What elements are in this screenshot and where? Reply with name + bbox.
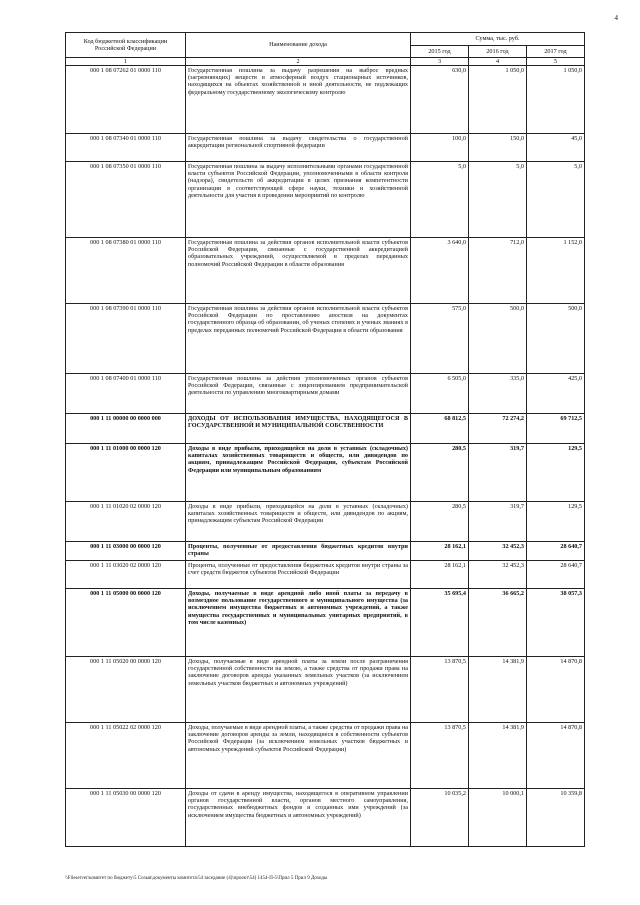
table-row xyxy=(66,561,585,589)
row-code: 000 1 08 07340 01 0000 110 xyxy=(66,134,186,162)
row-value-2017: 45,0 xyxy=(527,134,585,162)
row-name: Доходы, получаемые в виде арендной платы, а также средства от продажи права на заключение договоров аренды за земли, находящиеся в собственности субъектов Российской Федерации (за исключением земельных участков бюджетных и автономных учреждений субъектов Российской Федерации) xyxy=(186,723,411,789)
row-value-2016: 32 452,3 xyxy=(469,561,527,589)
row-value-2017: 28 640,7 xyxy=(527,542,585,561)
row-value-2015: 100,0 xyxy=(411,134,469,162)
table-row xyxy=(66,657,585,723)
row-value-2016: 319,7 xyxy=(469,444,527,502)
header-code: Код бюджетной классификации Российской Федерации xyxy=(66,33,186,58)
row-value-2015: 28 162,1 xyxy=(411,542,469,561)
index-cell: 2 xyxy=(186,58,411,66)
row-name: Государственная пошлина за действия уполномоченных органов субъектов Российской Федерации, связанные с лицензированием предпринимательской деятельности по управлению многоквартирными домами xyxy=(186,374,411,414)
row-value-2015: 13 870,5 xyxy=(411,723,469,789)
table-row xyxy=(66,723,585,789)
row-value-2017: 14 870,8 xyxy=(527,723,585,789)
row-value-2016: 335,0 xyxy=(469,374,527,414)
row-code: 000 1 08 07262 01 0000 110 xyxy=(66,66,186,134)
header-sum: Сумма, тыс. руб. xyxy=(411,33,585,46)
table-row xyxy=(66,66,585,134)
row-value-2015: 6 505,0 xyxy=(411,374,469,414)
row-code: 000 1 08 07380 01 0000 110 xyxy=(66,238,186,304)
row-name: Доходы, получаемые в виде арендной платы за земли после разграничения государственной собственности на землю, а также средства от продажи права на заключение договоров аренды указанных земельных участков (за исключением земельных участков бюджетных и автономных учреждений) xyxy=(186,657,411,723)
row-value-2015: 68 812,5 xyxy=(411,414,469,444)
row-name: Государственная пошлина за выдачу разрешения на выброс вредных (загрязняющих) веществ в атмосферный воздух стационарных источников, находящихся на объектах хозяйственной и иной деятельности, не подлежащих федеральному государственному экологическому контролю xyxy=(186,66,411,134)
header-row-1 xyxy=(66,33,585,46)
row-value-2016: 72 274,2 xyxy=(469,414,527,444)
page-number: 4 xyxy=(614,14,618,22)
row-value-2016: 500,0 xyxy=(469,304,527,374)
row-value-2015: 5,0 xyxy=(411,162,469,238)
footer-file-path: \\Fileserver\комитет по бюджету\5 Созыв\документы комитета\54 заседание (4)\проект\54) 1454-П-5\Прил 5 Прил 9 Доходы xyxy=(65,876,328,881)
table-row xyxy=(66,444,585,502)
row-value-2015: 575,0 xyxy=(411,304,469,374)
row-code: 000 1 11 00000 00 0000 000 xyxy=(66,414,186,444)
header-year-2015: 2015 год xyxy=(411,45,469,58)
row-code: 000 1 08 07400 01 0000 110 xyxy=(66,374,186,414)
row-value-2017: 14 870,8 xyxy=(527,657,585,723)
table-row xyxy=(66,502,585,542)
row-code: 000 1 11 01020 02 0000 120 xyxy=(66,502,186,542)
row-name: Государственная пошлина за выдачу свидетельства о государственной аккредитации региональной спортивной федерации xyxy=(186,134,411,162)
row-name: Доходы в виде прибыли, приходящейся на доли в уставных (складочных) капиталах хозяйственных товариществ и обществ, или дивидендов по акциям, принадлежащим субъектам Российской Федерации xyxy=(186,502,411,542)
row-name: Доходы от сдачи в аренду имущества, находящегося в оперативном управлении органов государственной власти, органов местного самоуправления, государственных внебюджетных фондов и созданных ими учреждений (за исключением имущества бюджетных и автономных учреждений) xyxy=(186,789,411,847)
index-cell: 5 xyxy=(527,58,585,66)
row-code: 000 1 11 03000 00 0000 120 xyxy=(66,542,186,561)
table-row xyxy=(66,238,585,304)
row-value-2017: 425,0 xyxy=(527,374,585,414)
header-name: Наименование дохода xyxy=(186,33,411,58)
index-cell: 3 xyxy=(411,58,469,66)
row-value-2016: 36 665,2 xyxy=(469,589,527,657)
row-value-2017: 1 050,0 xyxy=(527,66,585,134)
row-value-2017: 5,0 xyxy=(527,162,585,238)
row-value-2015: 13 870,5 xyxy=(411,657,469,723)
row-value-2017: 38 057,3 xyxy=(527,589,585,657)
row-code: 000 1 08 07390 01 0000 110 xyxy=(66,304,186,374)
row-value-2016: 14 381,9 xyxy=(469,723,527,789)
row-code: 000 1 11 05000 00 0000 120 xyxy=(66,589,186,657)
row-name: Проценты, полученные от предоставления бюджетных кредитов внутри страны xyxy=(186,542,411,561)
row-value-2015: 630,0 xyxy=(411,66,469,134)
row-value-2017: 10 359,8 xyxy=(527,789,585,847)
row-code: 000 1 11 05022 02 0000 120 xyxy=(66,723,186,789)
header-year-2016: 2016 год xyxy=(469,45,527,58)
row-value-2015: 3 640,0 xyxy=(411,238,469,304)
index-row xyxy=(66,58,585,66)
table-row xyxy=(66,542,585,561)
row-code: 000 1 11 05030 00 0000 120 xyxy=(66,789,186,847)
row-value-2016: 32 452,3 xyxy=(469,542,527,561)
table-row xyxy=(66,589,585,657)
header-year-2017: 2017 год xyxy=(527,45,585,58)
row-value-2016: 1 050,0 xyxy=(469,66,527,134)
row-value-2015: 10 035,2 xyxy=(411,789,469,847)
row-value-2015: 280,5 xyxy=(411,444,469,502)
row-value-2017: 129,5 xyxy=(527,444,585,502)
row-name: ДОХОДЫ ОТ ИСПОЛЬЗОВАНИЯ ИМУЩЕСТВА, НАХОДЯЩЕГОСЯ В ГОСУДАРСТВЕННОЙ И МУНИЦИПАЛЬНОЙ СОБСТВЕННОСТИ xyxy=(186,414,411,444)
row-value-2017: 28 640,7 xyxy=(527,561,585,589)
table-row xyxy=(66,134,585,162)
table-row xyxy=(66,162,585,238)
row-name: Доходы в виде прибыли, приходящейся на доли в уставных (складочных) капиталах хозяйственных товариществ и обществ, или дивидендов по акциям, принадлежащим Российской Федерации, субъектам Российской Федерации или муниципальным образованиям xyxy=(186,444,411,502)
index-cell: 4 xyxy=(469,58,527,66)
table-row xyxy=(66,304,585,374)
row-name: Государственная пошлина за выдачу исполнительными органами государственной власти субъектов Российской Федерации, уполномоченными в области контроля (надзора), свидетельств об аккредитации в целях признания компетентности организации в соответствующей сфере науки, техники и хозяйственной деятельности для участия в проведении мероприятий по контролю xyxy=(186,162,411,238)
table-row xyxy=(66,789,585,847)
row-value-2015: 280,5 xyxy=(411,502,469,542)
row-value-2017: 1 152,0 xyxy=(527,238,585,304)
row-code: 000 1 11 05020 00 0000 120 xyxy=(66,657,186,723)
revenue-table xyxy=(65,32,585,847)
row-name: Проценты, полученные от предоставления бюджетных кредитов внутри страны за счет средств бюджетов субъектов Российской Федерации xyxy=(186,561,411,589)
row-value-2016: 10 000,1 xyxy=(469,789,527,847)
row-value-2016: 5,0 xyxy=(469,162,527,238)
table-body xyxy=(66,66,585,847)
row-value-2016: 319,7 xyxy=(469,502,527,542)
index-cell: 1 xyxy=(66,58,186,66)
row-value-2016: 712,0 xyxy=(469,238,527,304)
table-row xyxy=(66,414,585,444)
row-value-2015: 35 695,4 xyxy=(411,589,469,657)
row-value-2016: 14 381,9 xyxy=(469,657,527,723)
row-name: Государственная пошлина за действия органов исполнительной власти субъектов Российской Федерации по проставлению апостиля на документах государственного образца об образовании, об ученых степенях и ученых званиях в пределах переданных полномочий Российской Федерации в области образования xyxy=(186,304,411,374)
row-value-2016: 150,0 xyxy=(469,134,527,162)
row-name: Государственная пошлина за действия органов исполнительной власти субъектов Российской Федерации, связанные с государственной аккредитацией образовательных учреждений, осуществляемой в пределах переданных полномочий Российской Федерации в области образования xyxy=(186,238,411,304)
row-code: 000 1 11 01000 00 0000 120 xyxy=(66,444,186,502)
row-value-2017: 69 712,5 xyxy=(527,414,585,444)
row-value-2017: 500,0 xyxy=(527,304,585,374)
row-value-2017: 129,5 xyxy=(527,502,585,542)
row-code: 000 1 08 07350 01 0000 110 xyxy=(66,162,186,238)
row-name: Доходы, получаемые в виде арендной либо иной платы за передачу в возмездное пользование государственного и муниципального имущества (за исключением имущества бюджетных и автономных учреждений, а также имущества государственных и муниципальных унитарных предприятий, в том числе казенных) xyxy=(186,589,411,657)
row-value-2015: 28 162,1 xyxy=(411,561,469,589)
row-code: 000 1 11 03020 02 0000 120 xyxy=(66,561,186,589)
table-row xyxy=(66,374,585,414)
